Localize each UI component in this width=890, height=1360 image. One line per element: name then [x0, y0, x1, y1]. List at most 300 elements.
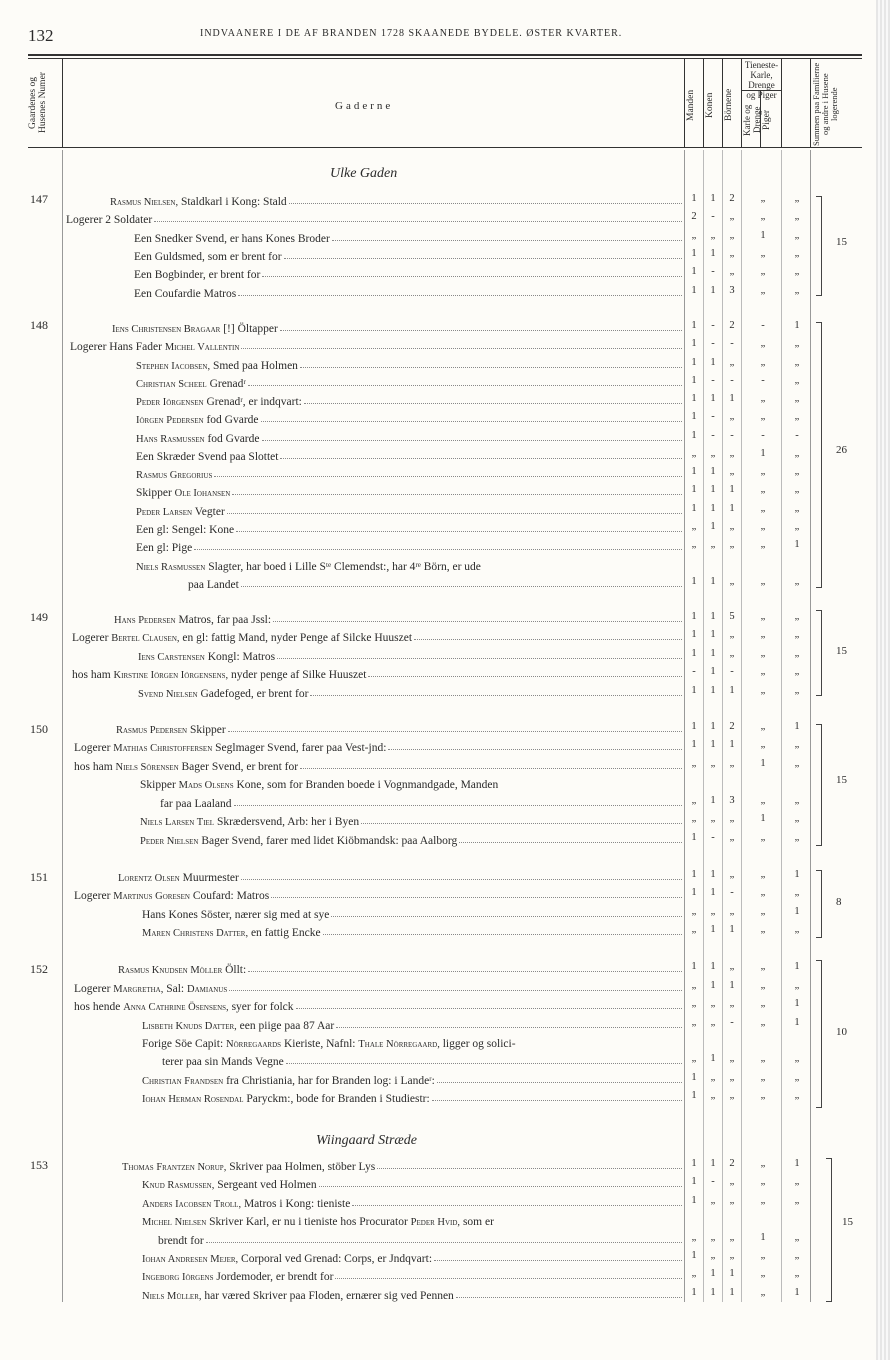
entry-fragment: Slagter, har boed i Lille Sᵗᵉ Clemendst:, har 4ʳᵉ Börn, er ude [205, 561, 481, 573]
count-cell: 1 [729, 980, 735, 991]
count-cell: - [795, 430, 799, 441]
entry-name: Ingeborg Iörgens [142, 1272, 214, 1283]
household-total: 15 [836, 774, 847, 786]
family-brace [816, 870, 822, 938]
count-cell: 1 [710, 924, 716, 935]
count-cell: „ [794, 980, 800, 991]
entry-fragment: Logerer 2 Soldater [66, 214, 153, 226]
entry-text [136, 542, 194, 554]
col-divider [703, 58, 704, 148]
house-number: 152 [30, 962, 48, 976]
entry-row [114, 608, 682, 626]
entry-row [134, 227, 682, 245]
count-cell: „ [729, 1090, 735, 1101]
count-cell: „ [760, 411, 766, 422]
count-cell: „ [760, 357, 766, 368]
count-cell: „ [794, 813, 800, 824]
count-cell: - [711, 211, 715, 222]
count-cell: „ [794, 448, 800, 459]
house-number: 150 [30, 722, 48, 736]
count-cell: 1 [691, 1158, 697, 1169]
count-cell: „ [710, 448, 716, 459]
count-cell: „ [794, 503, 800, 514]
entry-row [74, 995, 682, 1013]
count-cell: 1 [710, 1268, 716, 1279]
leader-dots [459, 842, 682, 843]
count-cell: „ [729, 813, 735, 824]
count-cell: 1 [691, 285, 697, 296]
entry-fragment: Muurmester [179, 872, 239, 884]
entry-fragment: Kongl: Matros [204, 651, 276, 663]
count-cell: 1 [710, 980, 716, 991]
leader-dots [336, 1027, 682, 1028]
leader-dots [241, 586, 682, 587]
count-cell: „ [710, 1017, 716, 1028]
entry-fragment: hos ham [74, 761, 116, 773]
entry-text [138, 688, 310, 700]
leader-dots [262, 276, 682, 277]
count-cell: „ [691, 1017, 697, 1028]
entry-row [74, 977, 682, 995]
count-cell: „ [760, 961, 766, 972]
entry-row [142, 1210, 686, 1228]
entry-text [74, 742, 388, 754]
count-cell: 1 [760, 813, 766, 824]
count-cell: „ [729, 1232, 735, 1243]
count-cell: „ [794, 193, 800, 204]
count-cell: 1 [691, 739, 697, 750]
entry-row [136, 463, 682, 481]
entry-row [136, 372, 682, 390]
entry-text [138, 651, 277, 663]
entry-fragment: Skrædersvend, Arb: her i Byen [214, 816, 360, 828]
house-number: 147 [30, 192, 48, 206]
entry-fragment: Grenadʳ [206, 378, 246, 390]
entry-fragment: Sergeant ved Holmen [214, 1179, 317, 1191]
entry-fragment: en fattig Encke [248, 927, 321, 939]
entry-name: Margretha, [113, 984, 164, 995]
count-cell: „ [760, 466, 766, 477]
col-tjeneste-header: Tieneste-Karle, Drenge og Piger [744, 60, 779, 100]
family-brace [816, 610, 822, 696]
count-cell: 1 [794, 320, 800, 331]
count-cell: „ [760, 906, 766, 917]
col-numbers-header: Gaardenes og Husenes Numer [28, 72, 48, 134]
count-cell: 1 [760, 758, 766, 769]
count-cell: „ [760, 832, 766, 843]
count-cell: „ [729, 539, 735, 550]
entry-row [66, 208, 682, 226]
count-cell: „ [760, 998, 766, 1009]
count-cell: „ [760, 338, 766, 349]
count-cell: „ [691, 448, 697, 459]
entry-name: Niels Rasmussen [136, 562, 206, 573]
entry-row [136, 427, 682, 445]
leader-dots [332, 240, 682, 241]
count-cell: „ [691, 906, 697, 917]
count-cell: „ [691, 980, 697, 991]
entry-fragment: Staldkarl i Kong: Stald [178, 196, 287, 208]
count-cell: „ [760, 576, 766, 587]
count-cell: - [730, 887, 734, 898]
entry-text [70, 341, 241, 353]
col-piger-header: Piger [762, 109, 772, 131]
entry-name: Bertel Clausen, [111, 633, 180, 644]
leader-dots [280, 458, 682, 459]
col-manden-header: Manden [686, 89, 696, 121]
count-cell: 1 [710, 357, 716, 368]
entry-name: Rasmus Pedersen [116, 725, 188, 736]
count-cell: - [730, 1017, 734, 1028]
count-cell: „ [710, 1072, 716, 1083]
count-cell: „ [760, 980, 766, 991]
entry-name: Christian Scheel [136, 379, 207, 390]
count-cell: „ [710, 758, 716, 769]
count-cell: 1 [691, 320, 697, 331]
count-cell: 1 [794, 998, 800, 1009]
entry-row [136, 518, 682, 536]
count-cell: „ [760, 1195, 766, 1206]
entry-fragment: Matros i Kong: tieniste [241, 1198, 351, 1210]
family-brace [816, 724, 822, 846]
col-divider [62, 58, 63, 148]
count-cell: 1 [691, 193, 697, 204]
count-cell: „ [729, 961, 735, 972]
entry-text [142, 1216, 496, 1228]
entry-fragment: som er [460, 1216, 494, 1228]
count-cell: „ [760, 648, 766, 659]
count-cell: 1 [794, 961, 800, 972]
count-cell: „ [760, 211, 766, 222]
count-cell: 2 [729, 320, 735, 331]
count-cell: „ [729, 869, 735, 880]
col-gaderne-header: Gaderne [335, 100, 394, 112]
count-cell: „ [729, 1195, 735, 1206]
entry-name: Thale Nörregaard, [358, 1039, 440, 1050]
count-cell: - [711, 266, 715, 277]
leader-dots [248, 385, 682, 386]
count-cell: - [711, 375, 715, 386]
entry-fragment: paa Landet [188, 579, 239, 591]
count-cell: - [711, 832, 715, 843]
count-cell: „ [794, 230, 800, 241]
leader-dots [228, 731, 682, 732]
count-cell: „ [760, 1017, 766, 1028]
leader-dots [289, 203, 682, 204]
count-cell: „ [760, 1090, 766, 1101]
count-cell: „ [760, 611, 766, 622]
leader-dots [236, 531, 682, 532]
count-cell: „ [729, 266, 735, 277]
entry-text [136, 433, 262, 445]
count-cell: 2 [691, 211, 697, 222]
entry-fragment: Coufard: Matros [189, 890, 270, 902]
running-head: INDVAANERE I DE AF BRANDEN 1728 SKAANEDE BYDELE. ØSTER KVARTER. [200, 28, 623, 39]
count-cell: 1 [710, 576, 716, 587]
count-cell: „ [710, 1090, 716, 1101]
count-cell: „ [710, 998, 716, 1009]
leader-dots [271, 897, 682, 898]
entry-name: Rasmus Nielsen, [110, 197, 179, 208]
col-divider [684, 58, 685, 148]
leader-dots [319, 1186, 682, 1187]
entry-text [162, 1056, 286, 1068]
entry-text [136, 487, 232, 499]
entry-text [74, 890, 271, 902]
count-cell: „ [691, 539, 697, 550]
entry-fragment: Kieriste, Nafnl: [281, 1038, 359, 1050]
count-cell: „ [760, 539, 766, 550]
count-cell: „ [729, 248, 735, 259]
count-cell: - [761, 430, 765, 441]
count-cell: „ [729, 411, 735, 422]
count-cell: „ [710, 230, 716, 241]
count-cell: 1 [794, 1287, 800, 1298]
count-cell: 1 [794, 869, 800, 880]
entry-row [142, 1284, 682, 1302]
entry-text [136, 451, 280, 463]
count-cell: „ [794, 611, 800, 622]
count-cell: 1 [729, 1287, 735, 1298]
leader-dots [296, 1008, 682, 1009]
entry-name: Lorentz Olsen [118, 873, 180, 884]
count-cell: 1 [691, 411, 697, 422]
entry-row [74, 736, 682, 754]
entry-row [136, 481, 682, 499]
entry-fragment: hos ham [72, 669, 114, 681]
house-number: 149 [30, 610, 48, 624]
count-cell: „ [729, 521, 735, 532]
entry-name: Martinus Goresen [113, 891, 190, 902]
family-brace [826, 1158, 832, 1302]
count-cell: 1 [691, 961, 697, 972]
entry-text [72, 669, 368, 681]
count-cell: 1 [729, 924, 735, 935]
entry-row [188, 573, 682, 591]
count-cell: „ [760, 795, 766, 806]
count-cell: 3 [729, 795, 735, 806]
entry-fragment: hos hende [74, 1001, 124, 1013]
count-cell: 1 [710, 685, 716, 696]
count-cell: „ [691, 998, 697, 1009]
count-cell: 1 [710, 503, 716, 514]
count-cell: „ [729, 466, 735, 477]
household-total: 26 [836, 444, 847, 456]
count-cell: 1 [691, 1176, 697, 1187]
count-cell: „ [691, 924, 697, 935]
entry-fragment: Een Coufardie Matros [134, 288, 237, 300]
count-cell: 1 [760, 448, 766, 459]
count-cell: „ [760, 521, 766, 532]
entry-row [142, 1265, 682, 1283]
entry-fragment: Seglmager Svend, farer paa Vest-jnd: [212, 742, 387, 754]
count-cell: „ [794, 1053, 800, 1064]
entry-name: Stephen Iacobsen, [136, 361, 211, 372]
count-cell: „ [760, 1176, 766, 1187]
count-cell: 1 [794, 1017, 800, 1028]
count-cell: „ [760, 1250, 766, 1261]
entry-text [136, 524, 236, 536]
entry-fragment: nyder penge af Silke Huuszet [228, 669, 367, 681]
count-cell: 1 [691, 248, 697, 259]
count-cell: „ [691, 795, 697, 806]
count-cell: 5 [729, 611, 735, 622]
count-cell: 1 [710, 484, 716, 495]
leader-dots [368, 676, 682, 677]
entry-row [134, 263, 682, 281]
household-total: 8 [836, 896, 842, 908]
count-cell: 1 [710, 285, 716, 296]
count-cell: 1 [691, 832, 697, 843]
body-divider [62, 150, 63, 1302]
count-cell: 1 [691, 430, 697, 441]
count-cell: - [730, 666, 734, 677]
entry-name: Mathias Christoffersen [113, 743, 213, 754]
count-cell: 1 [710, 466, 716, 477]
entry-fragment: Een Snedker Svend, er hans Kones Broder [134, 233, 330, 245]
count-cell: „ [691, 813, 697, 824]
house-number: 151 [30, 870, 48, 884]
entry-row [140, 810, 682, 828]
count-cell: „ [760, 869, 766, 880]
count-cell: 1 [729, 484, 735, 495]
count-cell: 1 [691, 1250, 697, 1261]
entry-text [136, 360, 300, 372]
count-cell: 1 [710, 666, 716, 677]
leader-dots [300, 768, 682, 769]
count-cell: - [730, 430, 734, 441]
count-cell: „ [760, 1053, 766, 1064]
entry-name: Kirstine Iörgen Iörgensens, [113, 670, 229, 681]
count-cell: „ [710, 813, 716, 824]
entry-row [140, 773, 686, 791]
leader-dots [331, 916, 682, 917]
entry-name: Niels Larsen Tiel [140, 817, 215, 828]
header-bottom-rule [28, 147, 862, 148]
count-cell: 1 [710, 193, 716, 204]
count-cell: 1 [710, 1053, 716, 1064]
entry-fragment: [!] Öltapper [220, 323, 278, 335]
entry-fragment: Hans Kones Söster, nærer sig med at sye [142, 909, 330, 921]
count-cell: 2 [729, 1158, 735, 1169]
count-cell: „ [760, 721, 766, 732]
entry-row [142, 903, 682, 921]
entry-text [142, 1038, 518, 1050]
entry-row [158, 1229, 682, 1247]
entry-text [142, 1198, 352, 1210]
count-cell: - [761, 375, 765, 386]
entry-name: Peder Nielsen [140, 836, 199, 847]
entry-text [74, 1001, 296, 1013]
entry-text [110, 196, 289, 208]
leader-dots [414, 639, 682, 640]
entry-fragment: far paa Laaland [160, 798, 232, 810]
entry-text [112, 323, 280, 335]
entry-text [136, 396, 304, 408]
count-cell: 1 [691, 721, 697, 732]
leader-dots [277, 658, 682, 659]
count-cell: „ [794, 629, 800, 640]
household-total: 15 [836, 236, 847, 248]
leader-dots [434, 1260, 682, 1261]
count-cell: 1 [691, 629, 697, 640]
entry-text [116, 724, 228, 736]
entry-row [162, 1050, 682, 1068]
entry-fragment: fra Christiania, har for Branden log: i Landeʳ: [223, 1075, 435, 1087]
count-cell: - [711, 411, 715, 422]
entry-name: Anders Iacobsen Troll, [142, 1199, 242, 1210]
household-total: 10 [836, 1026, 847, 1038]
count-cell: „ [729, 629, 735, 640]
entry-text [136, 506, 227, 518]
leader-dots [273, 621, 682, 622]
count-cell: 1 [691, 576, 697, 587]
leader-dots [377, 1168, 682, 1169]
entry-row [142, 1069, 682, 1087]
count-cell: 1 [691, 1072, 697, 1083]
count-cell: 1 [691, 338, 697, 349]
count-cell: 1 [794, 1158, 800, 1169]
entry-fragment: Logerer [72, 632, 112, 644]
body-divider [703, 150, 704, 1302]
count-cell: 1 [729, 1268, 735, 1279]
entry-fragment: Skipper [140, 779, 179, 791]
street-heading: Ulke Gaden [330, 166, 398, 181]
leader-dots [286, 1063, 682, 1064]
entry-name: Mads Olsens [178, 780, 234, 791]
count-cell: „ [794, 1090, 800, 1101]
entry-name: Niels Müller, [142, 1291, 202, 1302]
entry-row [70, 335, 682, 353]
entry-name: Iens Carstensen [138, 652, 205, 663]
entry-text [160, 798, 234, 810]
entry-text [142, 927, 323, 939]
count-cell: „ [794, 466, 800, 477]
count-cell: 1 [710, 521, 716, 532]
family-brace [816, 196, 822, 296]
count-cell: 1 [729, 503, 735, 514]
leader-dots [310, 695, 682, 696]
count-cell: 1 [794, 539, 800, 550]
leader-dots [456, 1297, 682, 1298]
entry-name: Svend Nielsen [138, 689, 198, 700]
col-divider [781, 58, 782, 148]
count-cell: - [730, 338, 734, 349]
count-cell: 1 [710, 611, 716, 622]
household-total: 15 [842, 1216, 853, 1228]
leader-dots [361, 823, 682, 824]
entry-row [138, 682, 682, 700]
count-cell: „ [794, 357, 800, 368]
entry-fragment: Vegter [192, 506, 225, 518]
count-cell: „ [794, 338, 800, 349]
entry-row [142, 1192, 682, 1210]
leader-dots [227, 513, 682, 514]
count-cell: „ [760, 1072, 766, 1083]
entry-row [112, 317, 682, 335]
entry-text [134, 288, 238, 300]
entry-name: Hans Pedersen [114, 615, 176, 626]
count-cell: „ [710, 1250, 716, 1261]
count-cell: „ [729, 758, 735, 769]
count-cell: „ [794, 375, 800, 386]
col-karle-header: Karle og Drenge [742, 104, 762, 136]
entry-text [122, 1161, 377, 1173]
entry-fragment: syer for folck [228, 1001, 294, 1013]
count-cell: 1 [691, 466, 697, 477]
count-cell: 1 [691, 503, 697, 514]
leader-dots [352, 1205, 682, 1206]
